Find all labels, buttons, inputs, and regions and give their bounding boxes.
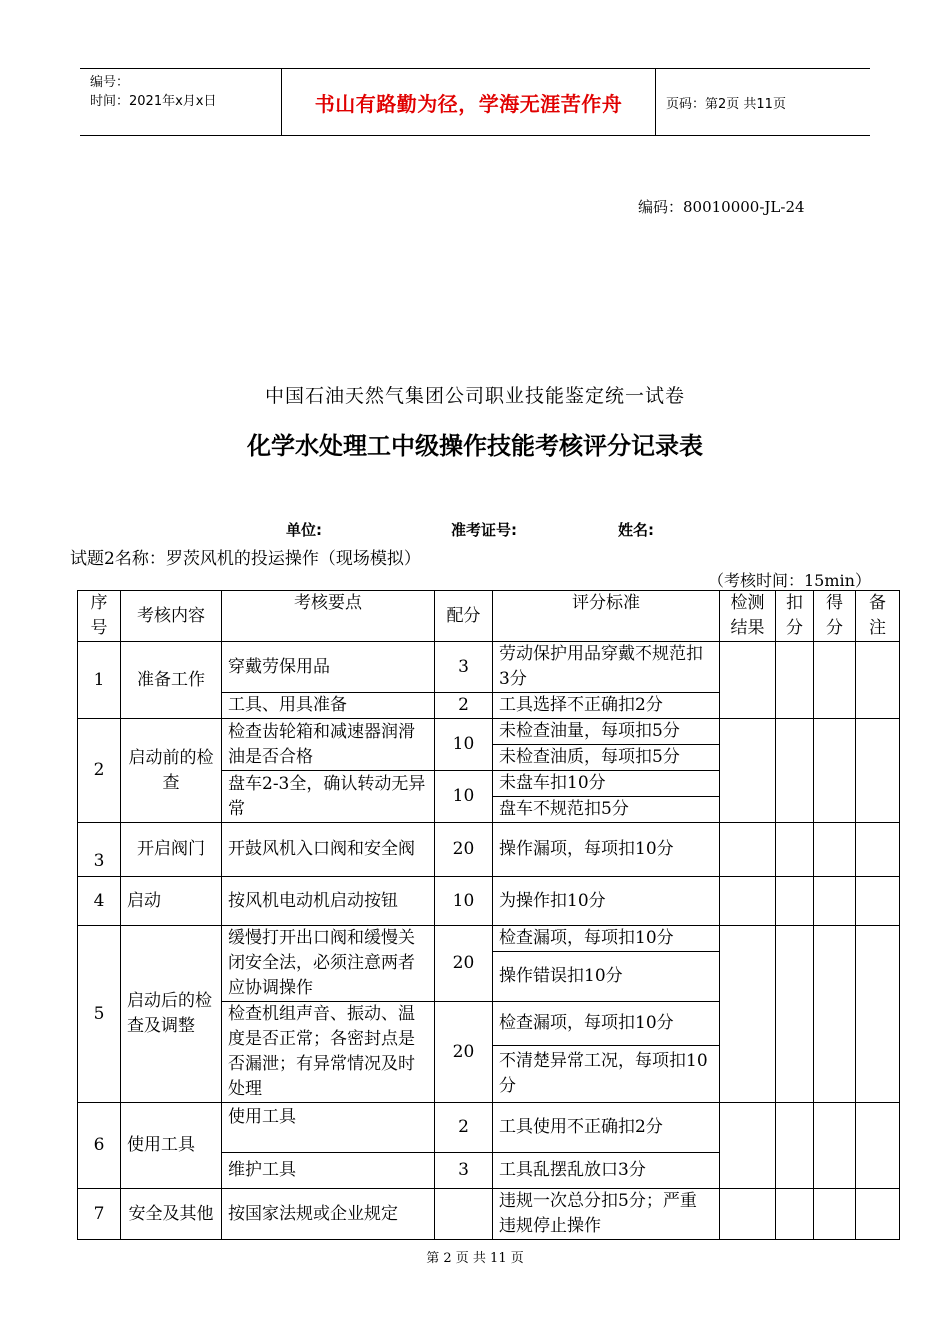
standard-cell: 盘车不规范扣5分 — [493, 797, 720, 823]
table-row — [78, 877, 900, 926]
standard-cell: 为操作扣10分 — [493, 877, 720, 926]
got-cell — [814, 1189, 856, 1240]
standard-cell: 检查漏项，每项扣10分 — [493, 1002, 720, 1046]
result-cell — [720, 642, 776, 719]
point-cell: 使用工具 — [222, 1103, 435, 1153]
result-cell — [720, 926, 776, 1103]
col-remark: 备注 — [856, 591, 900, 642]
point-cell: 检查机组声音、振动、温度是否正常；各密封点是否漏泄；有异常情况及时处理 — [222, 1002, 435, 1103]
standard-cell: 操作漏项，每项扣10分 — [493, 823, 720, 877]
standard-cell: 违规一次总分扣5分；严重违规停止操作 — [493, 1189, 720, 1240]
page-footer: 第 2 页 共 11 页 — [426, 1251, 524, 1266]
got-cell — [814, 926, 856, 1103]
standard-cell: 工具乱摆乱放口3分 — [493, 1153, 720, 1189]
score-cell: 10 — [435, 771, 493, 823]
result-cell — [720, 719, 776, 823]
seq-cell: 6 — [78, 1103, 121, 1189]
content-cell: 开启阀门 — [121, 823, 222, 877]
table-header-row — [78, 591, 900, 642]
col-result: 检测结果 — [720, 591, 776, 642]
content-cell: 启动后的检查及调整 — [121, 926, 222, 1103]
remark-cell — [856, 1189, 900, 1240]
got-cell — [814, 1103, 856, 1189]
standard-cell: 工具选择不正确扣2分 — [493, 693, 720, 719]
content-cell: 准备工作 — [121, 642, 222, 719]
standard-cell: 工具使用不正确扣2分 — [493, 1103, 720, 1153]
deduct-cell — [776, 1103, 814, 1189]
seq-cell: 1 — [78, 642, 121, 719]
table-row — [78, 823, 900, 877]
remark-cell — [856, 719, 900, 823]
point-cell: 检查齿轮箱和减速器润滑油是否合格 — [222, 719, 435, 771]
table-row — [78, 719, 900, 745]
deduct-cell — [776, 719, 814, 823]
point-cell: 维护工具 — [222, 1153, 435, 1189]
point-cell: 缓慢打开出口阀和缓慢关闭安全法，必须注意两者应协调操作 — [222, 926, 435, 1002]
score-cell: 10 — [435, 877, 493, 926]
table-row — [78, 1189, 900, 1240]
score-cell: 2 — [435, 693, 493, 719]
got-cell — [814, 642, 856, 719]
content-cell: 启动 — [121, 877, 222, 926]
col-points: 考核要点 — [222, 591, 435, 642]
result-cell — [720, 877, 776, 926]
remark-cell — [856, 1103, 900, 1189]
name-field-label: 姓名: — [618, 521, 654, 539]
score-cell: 3 — [435, 642, 493, 693]
header-motto: 书山有路勤为径，学海无涯苦作舟 — [282, 69, 656, 135]
deduct-cell — [776, 642, 814, 719]
seq-cell: 2 — [78, 719, 121, 823]
remark-cell — [856, 877, 900, 926]
got-cell — [814, 823, 856, 877]
score-cell: 3 — [435, 1153, 493, 1189]
content-cell: 安全及其他 — [121, 1189, 222, 1240]
got-cell — [814, 719, 856, 823]
seq-cell: 5 — [78, 926, 121, 1103]
point-cell: 盘车2-3全，确认转动无异常 — [222, 771, 435, 823]
seq-cell: 3 — [78, 823, 121, 877]
doc-code: 编码：80010000-JL-24 — [638, 198, 805, 216]
result-cell — [720, 1103, 776, 1189]
question-title: 试题2名称：罗茨风机的投运操作（现场模拟） — [70, 549, 421, 569]
score-cell: 20 — [435, 926, 493, 1002]
point-cell: 按风机电动机启动按钮 — [222, 877, 435, 926]
col-deduct: 扣分 — [776, 591, 814, 642]
score-cell: 10 — [435, 719, 493, 771]
score-cell: 2 — [435, 1103, 493, 1153]
exam-no-field-label: 准考证号: — [451, 521, 517, 539]
deduct-cell — [776, 823, 814, 877]
time-label: 时间：2021年x月x日 — [90, 94, 217, 109]
col-content: 考核内容 — [121, 591, 222, 642]
point-cell: 开鼓风机入口阀和安全阀 — [222, 823, 435, 877]
header-page-label: 页码：第2页 共11页 — [666, 96, 786, 112]
remark-cell — [856, 926, 900, 1103]
standard-cell: 未盘车扣10分 — [493, 771, 720, 797]
doc-subtitle: 中国石油天然气集团公司职业技能鉴定统一试卷 — [264, 385, 685, 407]
scoring-table — [77, 590, 900, 1240]
result-cell — [720, 823, 776, 877]
point-cell: 按国家法规或企业规定 — [222, 1189, 435, 1240]
content-cell: 使用工具 — [121, 1103, 222, 1189]
result-cell — [720, 1189, 776, 1240]
deduct-cell — [776, 1189, 814, 1240]
point-cell: 穿戴劳保用品 — [222, 642, 435, 693]
unit-field-label: 单位: — [286, 521, 322, 539]
number-label: 编号： — [90, 75, 130, 90]
standard-cell: 未检查油量，每项扣5分 — [493, 719, 720, 745]
col-score: 配分 — [435, 591, 493, 642]
content-cell: 启动前的检查 — [121, 719, 222, 823]
exam-time: （考核时间：15min） — [708, 571, 871, 590]
standard-cell: 劳动保护用品穿戴不规范扣3分 — [493, 642, 720, 693]
table-row — [78, 926, 900, 952]
standard-cell: 未检查油质，每项扣5分 — [493, 745, 720, 771]
score-cell: 20 — [435, 1002, 493, 1103]
table-row — [78, 1103, 900, 1153]
remark-cell — [856, 823, 900, 877]
deduct-cell — [776, 877, 814, 926]
doc-title: 化学水处理工中级操作技能考核评分记录表 — [247, 432, 703, 460]
col-standard: 评分标准 — [493, 591, 720, 642]
header-meta — [80, 69, 282, 135]
seq-cell: 4 — [78, 877, 121, 926]
table-row — [78, 642, 900, 693]
seq-cell: 7 — [78, 1189, 121, 1240]
point-cell: 工具、用具准备 — [222, 693, 435, 719]
standard-cell: 操作错误扣10分 — [493, 952, 720, 1002]
col-seq: 序号 — [78, 591, 121, 642]
col-got: 得分 — [814, 591, 856, 642]
score-cell — [435, 1189, 493, 1240]
standard-cell: 检查漏项，每项扣10分 — [493, 926, 720, 952]
remark-cell — [856, 642, 900, 719]
deduct-cell — [776, 926, 814, 1103]
standard-cell: 不清楚异常工况，每项扣10分 — [493, 1046, 720, 1103]
document-header — [80, 68, 870, 136]
score-cell: 20 — [435, 823, 493, 877]
got-cell — [814, 877, 856, 926]
